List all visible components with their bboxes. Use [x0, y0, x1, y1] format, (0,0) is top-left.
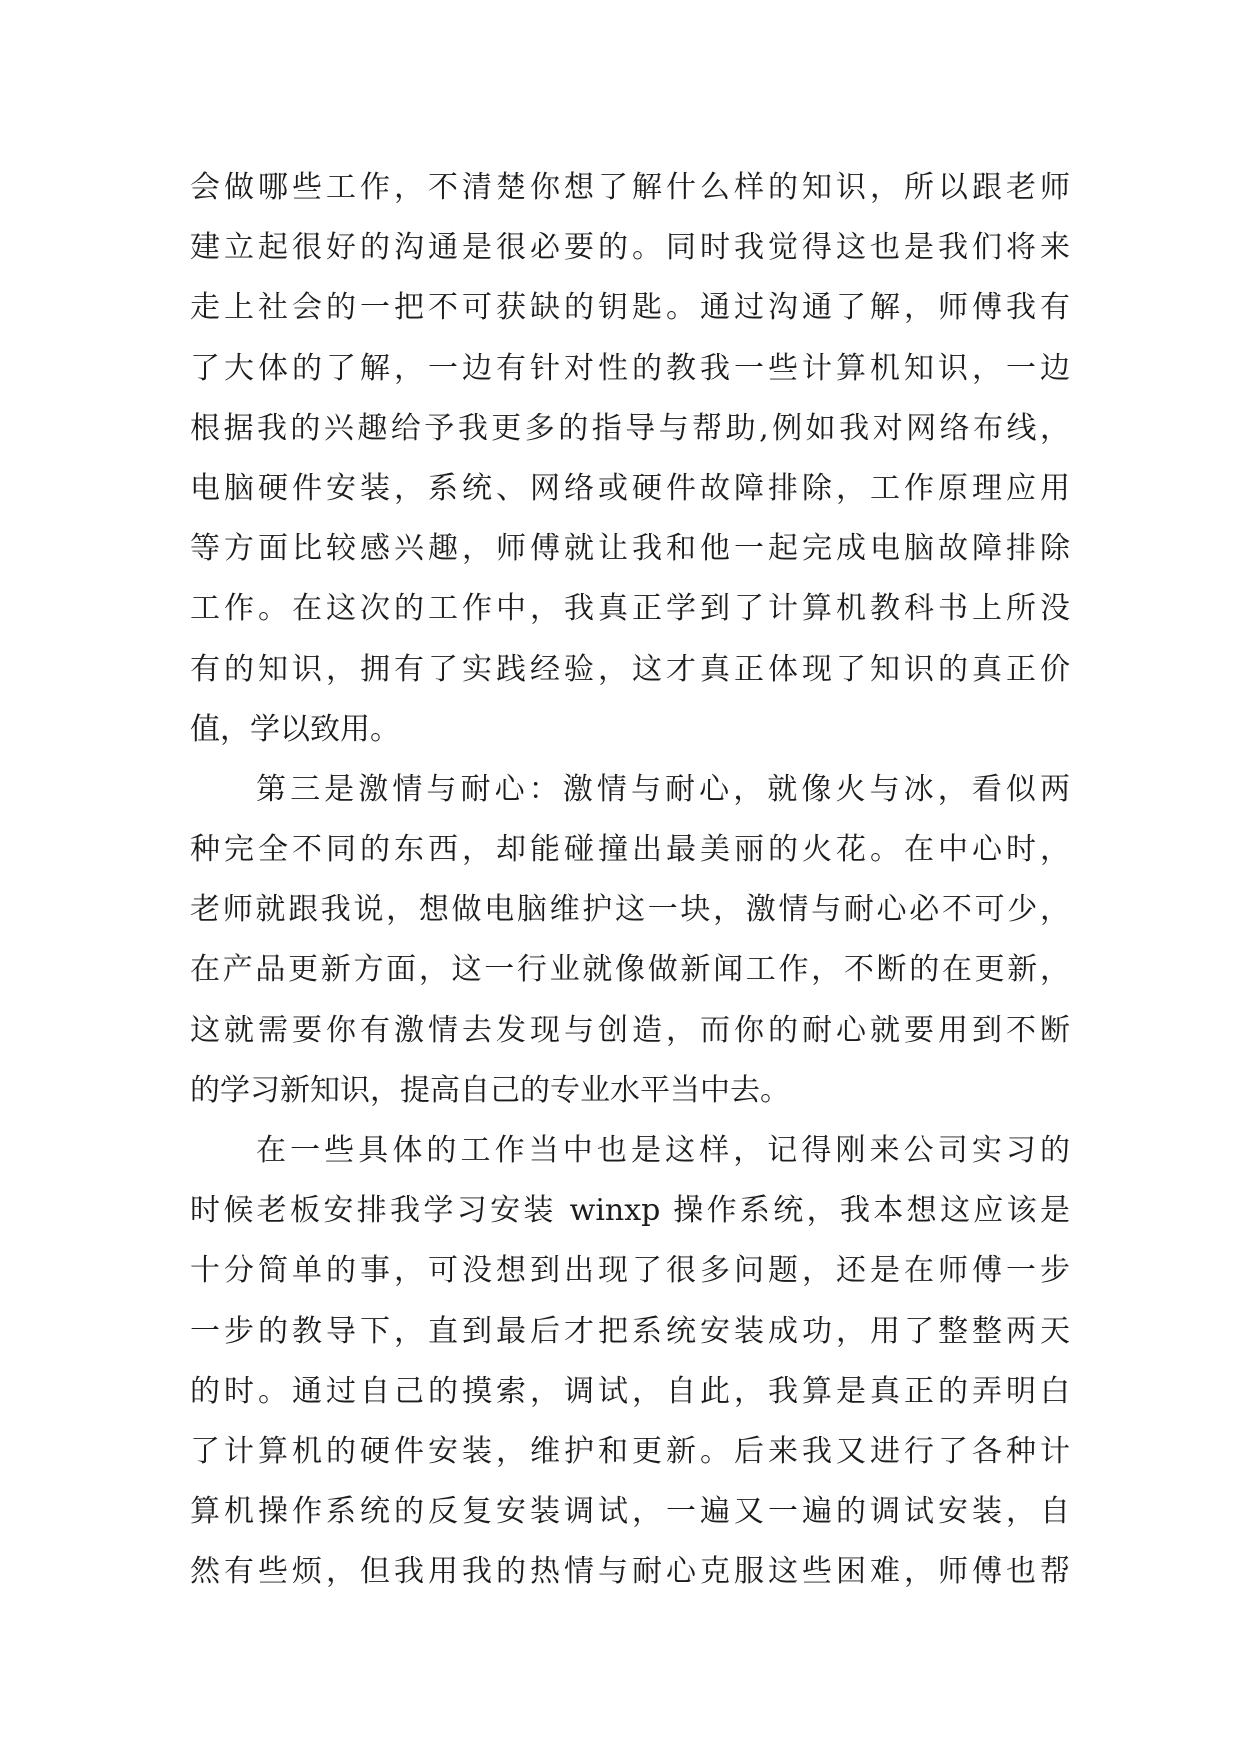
text-line: 电脑硬件安装，系统、网络或硬件故障排除，工作原理应用: [190, 470, 1070, 506]
document-body: [190, 158, 1070, 1603]
text-line: 算机操作系统的反复安装调试，一遍又一遍的调试安装，自: [190, 1494, 1070, 1530]
text-line: 会做哪些工作，不清楚你想了解什么样的知识，所以跟老师: [190, 170, 1070, 205]
text-line: 根据我的兴趣给予我更多的指导与帮助,例如我对网络布线，: [190, 410, 1070, 446]
text-line: 在一些具体的工作当中也是这样，记得刚来公司实习的: [256, 1133, 1070, 1168]
text-line: 有的知识，拥有了实践经验，这才真正体现了知识的真正价: [190, 651, 1070, 687]
text-line: 在产品更新方面，这一行业就像做新闻工作，不断的在更新，: [190, 952, 1070, 988]
text-line: 时候老板安排我学习安装 winxp 操作系统，我本想这应该是: [190, 1193, 1070, 1229]
text-line: 第三是激情与耐心：激情与耐心，就像火与冰，看似两: [256, 771, 1070, 807]
text-line: 走上社会的一把不可获缺的钥匙。通过沟通了解，师傅我有: [190, 290, 1070, 326]
text-line: 建立起很好的沟通是很必要的。同时我觉得这也是我们将来: [190, 230, 1070, 266]
text-line: 等方面比较感兴趣，师傅就让我和他一起完成电脑故障排除: [190, 531, 1070, 567]
text-line: 了计算机的硬件安装，维护和更新。后来我又进行了各种计: [190, 1433, 1070, 1469]
text-line: 的学习新知识，提高自己的专业水平当中去。: [190, 1072, 790, 1108]
text-line: 种完全不同的东西，却能碰撞出最美丽的火花。在中心时，: [190, 832, 1070, 868]
text-line: 的时。通过自己的摸索，调试，自此，我算是真正的弄明白: [190, 1373, 1070, 1409]
text-line: 值，学以致用。: [190, 711, 400, 747]
text-line: 老师就跟我说，想做电脑维护这一块，激情与耐心必不可少，: [190, 892, 1070, 928]
text-line: 一步的教导下，直到最后才把系统安装成功，用了整整两天: [190, 1313, 1070, 1349]
text-line: 十分简单的事，可没想到出现了很多问题，还是在师傅一步: [190, 1253, 1070, 1289]
text-line: 了大体的了解，一边有针对性的教我一些计算机知识，一边: [190, 350, 1070, 386]
text-line: 这就需要你有激情去发现与创造，而你的耐心就要用到不断: [190, 1012, 1070, 1048]
text-line: 工作。在这次的工作中，我真正学到了计算机教科书上所没: [190, 591, 1070, 627]
text-line: 然有些烦，但我用我的热情与耐心克服这些困难，师傅也帮: [190, 1554, 1070, 1590]
